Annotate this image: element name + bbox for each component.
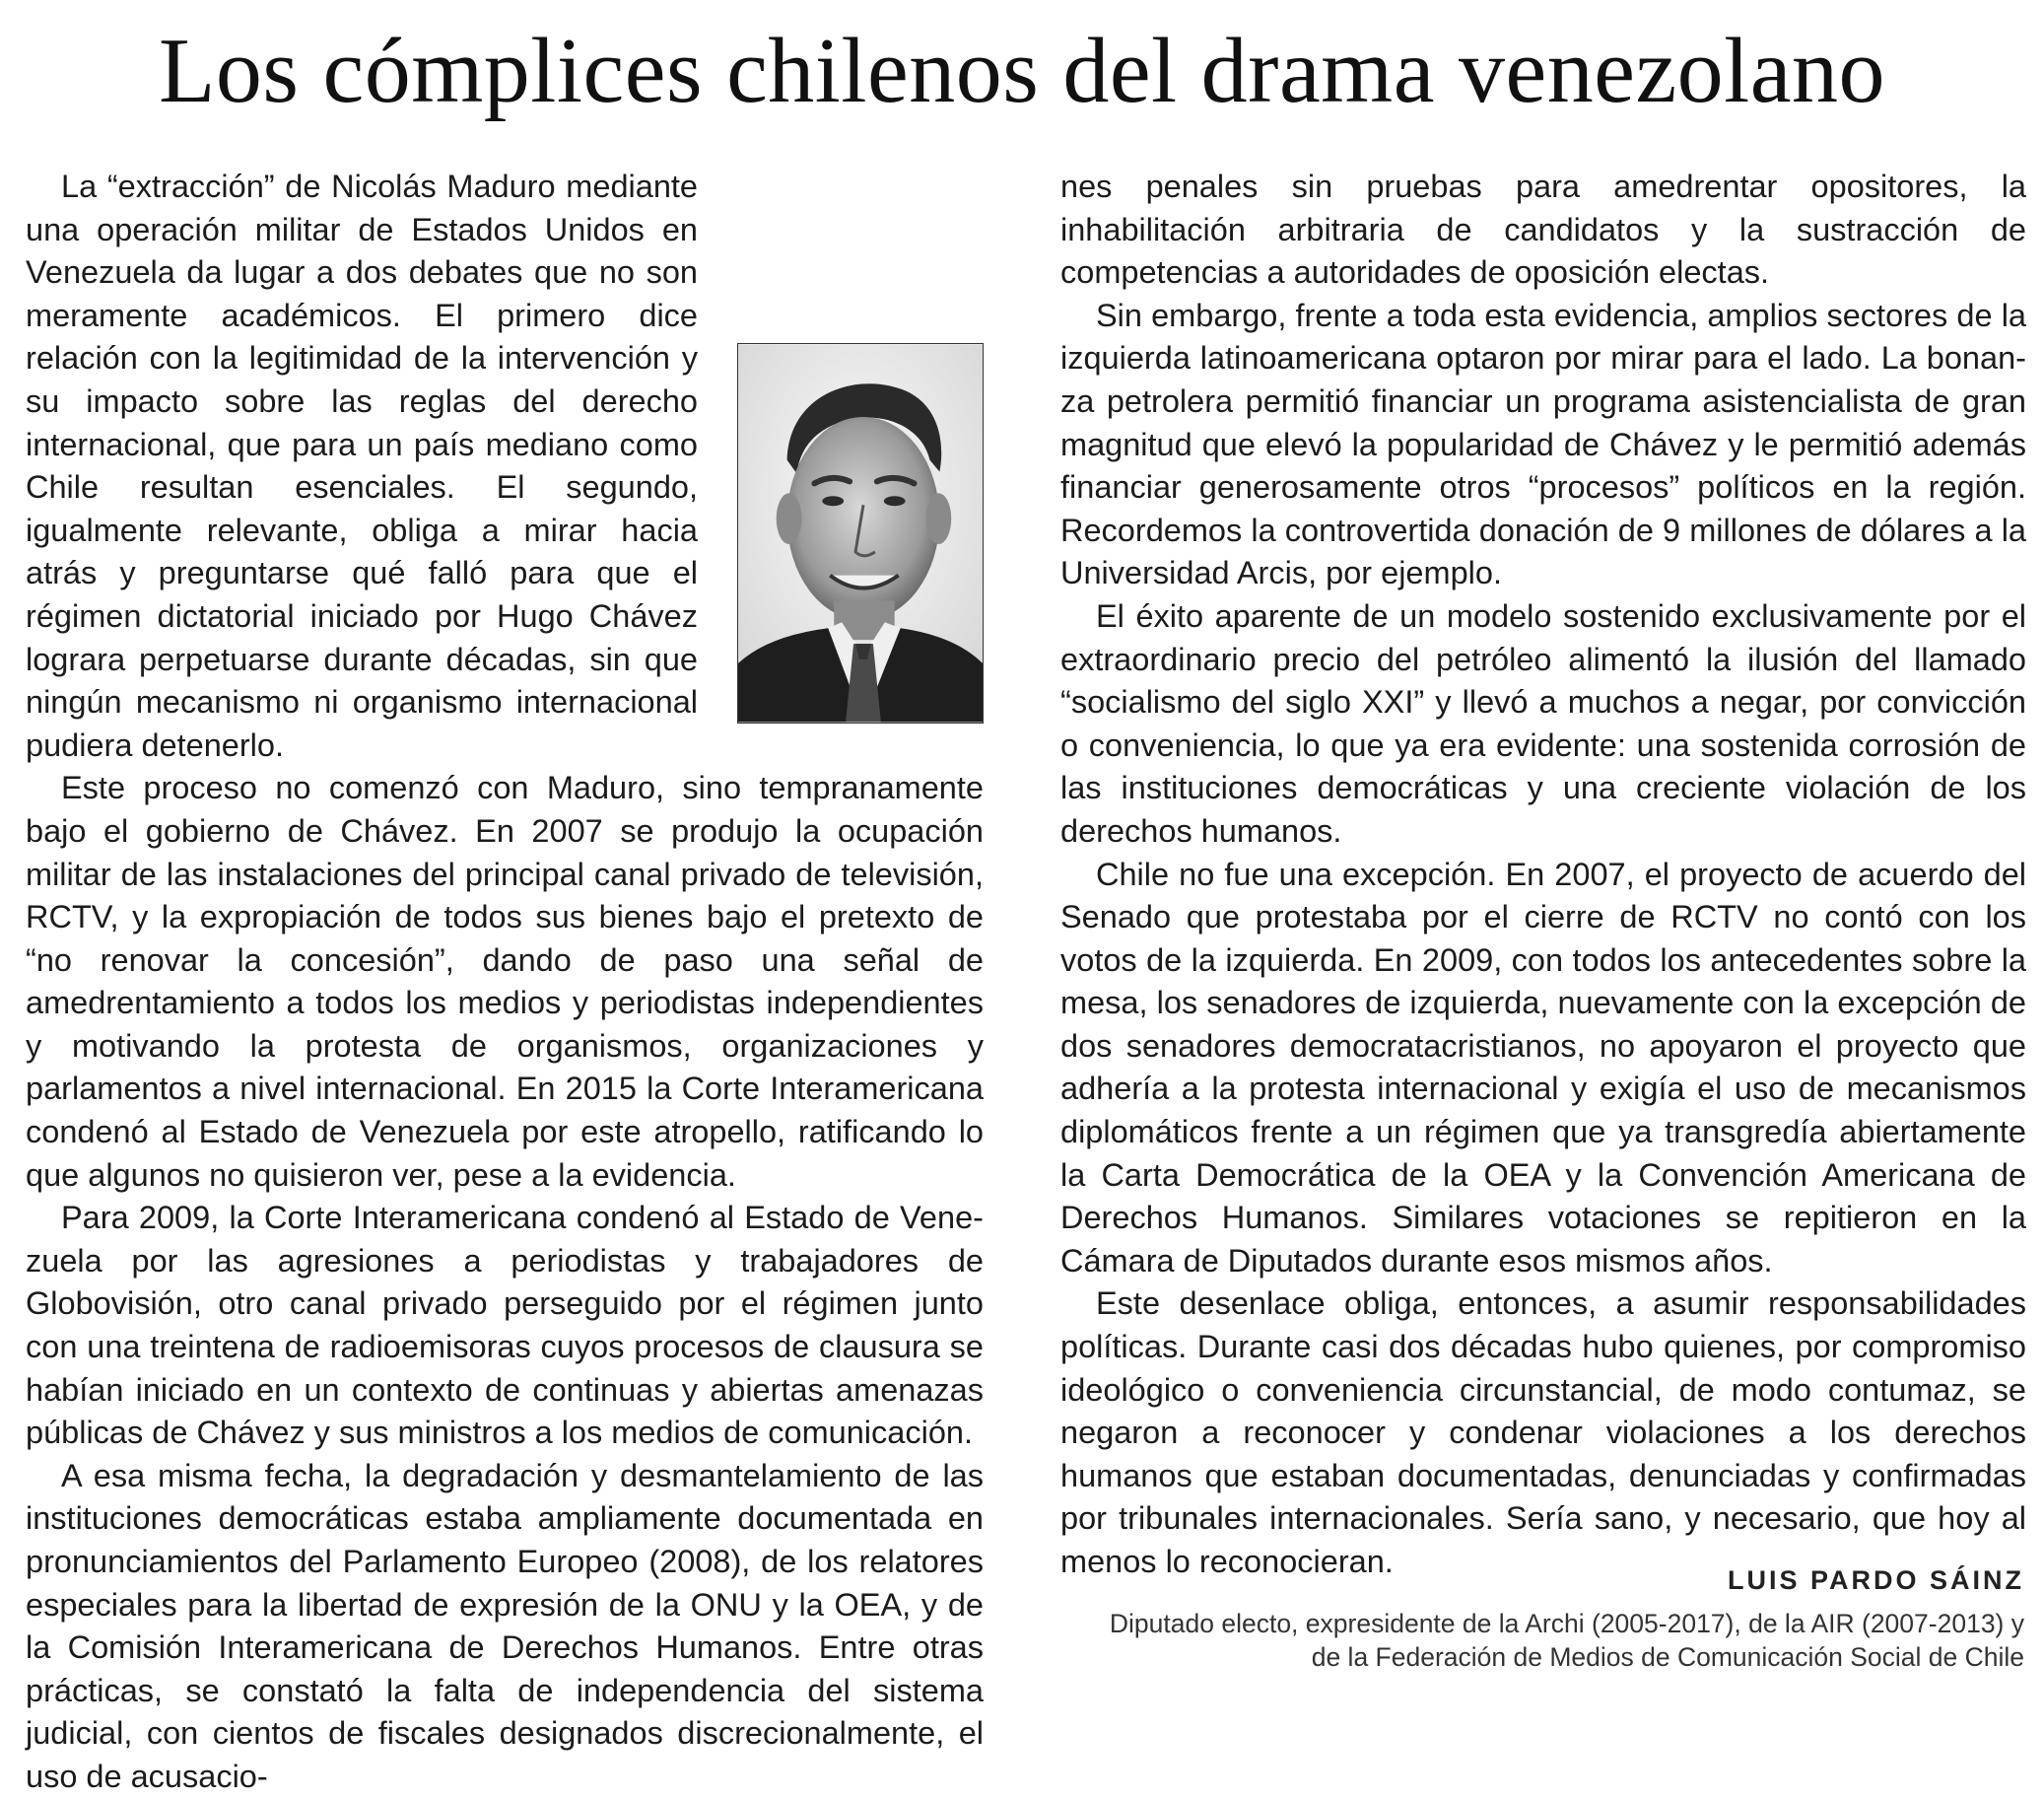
paragraph: Este desenlace obliga, entonces, a asumir responsabilidades políticas. Durante casi dos décadas hubo quienes, por compromiso ideológico o conveniencia circunstancial, de modo contumaz, se negaron a reconocer y condenar violaciones a los derechos humanos que estaban documentadas, denunciadas y confirmadas por tribunales internacionales. Sería sano, y necesario, que hoy al menos lo reconocieran.: [1060, 1285, 2026, 1579]
paragraph: La “extracción” de Nicolás Maduro mediante una operación militar de Estados Unidos en Venezuela da lugar a dos debates que no son meramente académicos. El primero dice relación con la legitimidad de la intervención y su impacto sobre las reglas del derecho internacional, que para un país mediano como Chile resultan esenciales. El segundo, igualmente relevante, obliga a mirar hacia atrás y preguntarse qué falló para que el régimen dictatorial iniciado por Hugo Chávez lograra perpetuarse durante décadas, sin que ningún mecanismo ni organismo internacional pudiera detenerlo.: [26, 169, 698, 763]
paragraph: Este proceso no comenzó con Maduro, sino tempranamente bajo el gobierno de Chávez. En 2007 se produjo la ocupación militar de las instalaciones del principal canal privado de televisión, RCTV, y la expropiación de todos sus bienes bajo el pretexto de “no renovar la concesión”, dando de paso una señal de amedrentamiento a todos los medios y periodistas independientes y motivando la protesta de organismos, organizaciones y parlamentos a nivel internacional. En 2015 la Corte Interamericana condenó al Estado de Venezuela por este atropello, ratificando lo que algunos no quisieron ver, pese a la evidencia.: [26, 770, 984, 1193]
paragraph: Chile no fue una excepción. En 2007, el proyecto de acuerdo del Senado que protestaba por el cierre de RCTV no contó con los votos de la izquierda. En 2009, con todos los antecedentes sobre la mesa, los senadores de izquierda, nuevamente con la excepción de dos senadores democratacristianos, no apoyaron el proyecto que adhería a la protesta internacional y exigía el uso de mecanismos diplomáticos frente a un régimen que ya transgredía abiertamente la Carta Democrática de la OEA y la Convención Americana de Derechos Humanos. Similares votaciones se repitieron en la Cámara de Diputados durante esos mismos años.: [1060, 856, 2026, 1279]
author-role-line: Diputado electo, expresidente de la Archi (2005-2017), de la AIR (2007-2013) y: [1109, 1609, 2024, 1638]
paragraph: Para 2009, la Corte Interamericana condenó al Estado de Venezuela por las agresiones a periodistas y trabajadores de Globovisión, otro canal privado perseguido por el régimen junto con una treintena de radioemisoras cuyos procesos de clausura se habían iniciado en un contexto de continuas y abiertas amenazas públicas de Chávez y sus ministros a los medios de comunicación.: [26, 1200, 984, 1451]
paragraph: A esa misma fecha, la degradación y desmantelamiento de las instituciones democráticas estaba ampliamente documentada en pronunciamientos del Parlamento Europeo (2008), de los relatores especiales para la libertad de expresión de la ONU y la OEA, y de la Comisión Interamericana de Derechos Humanos. Entre otras prácticas, se constató la falta de independencia del sistema judicial, con cientos de fiscales designados discrecionalmente, el uso de acusacio-: [26, 1457, 984, 1794]
author-role: [1039, 1607, 2024, 1674]
author-name: LUIS PARDO SÁINZ: [1727, 1565, 2024, 1595]
author-portrait-icon: [737, 343, 984, 724]
paragraph: Sin embargo, frente a toda esta evidencia, amplios sectores de la izquierda latinoamericana optaron por mirar para el lado. La bonanza petrolera permitió financiar un programa asistencialista de gran magnitud que elevó la popularidad de Chávez y le permitió además financiar generosamente otros “procesos” políticos en la región. Recordemos la controvertida donación de 9 millones de dólares a la Universidad Arcis, por ejemplo.: [1060, 297, 2026, 591]
left-column: [26, 166, 984, 1799]
headline: Los cómplices chilenos del drama venezolano: [158, 20, 1886, 122]
paragraph: El éxito aparente de un modelo sostenido exclusivamente por el extraordinario precio del petróleo alimentó la ilusión del llamado “socialismo del siglo XXI” y llevó a muchos a negar, por convicción o conveniencia, lo que ya era evidente: una sostenida corrosión de las instituciones democráticas y una creciente violación de los derechos humanos.: [1060, 597, 2026, 849]
right-column: [1060, 166, 2026, 1584]
author-role-line: de la Federación de Medios de Comunicación Social de Chile: [1311, 1642, 2024, 1672]
paragraph-continuation: nes penales sin pruebas para amedrentar opositores, la inhabilitación arbitraria de candidatos y la sustracción de competencias a autoridades de oposición electas.: [1060, 169, 2026, 291]
